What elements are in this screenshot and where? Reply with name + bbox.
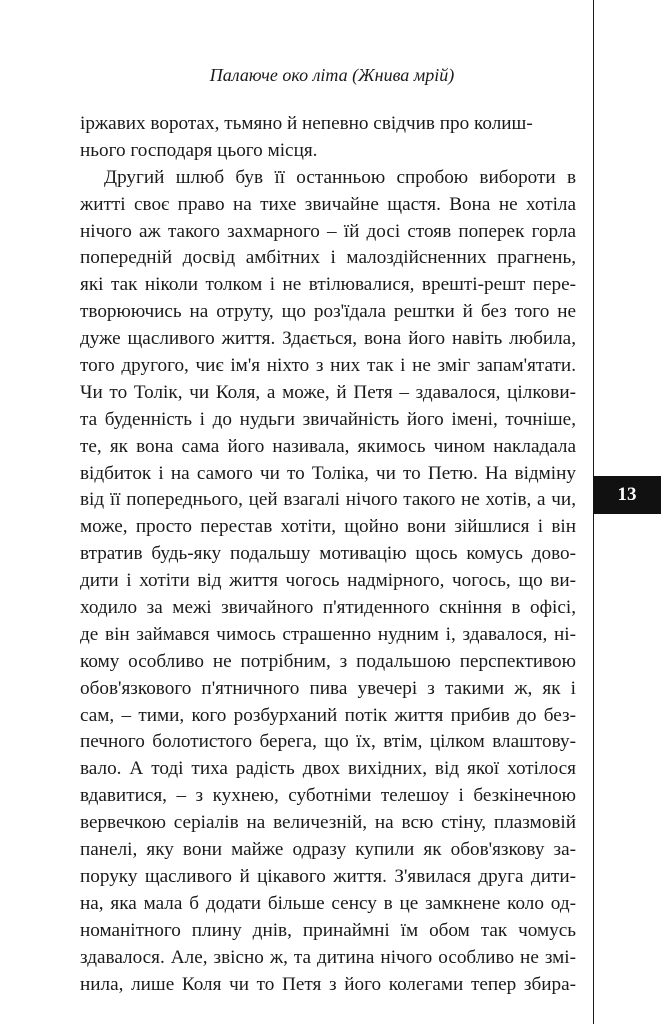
body-text — [80, 111, 576, 998]
text-line: втратив будь-яку подальшу мотивацію щось комусь дово- — [80, 543, 576, 565]
text-line: відбиток і на самого чи то Толіка, чи то Петю. На відміну — [80, 462, 576, 484]
text-line: дити і хотіти від життя чогось надмірного, чогось, що ви- — [80, 570, 576, 592]
text-line: Чи то Толік, чи Коля, а може, й Петя – здавалося, цілкови- — [80, 381, 576, 403]
text-line: нічого аж такого захмарного – їй досі стояв поперек горла — [80, 220, 576, 242]
text-line: те, як вона сама його називала, якимось чином накладала — [80, 435, 576, 457]
text-line: іржавих воротах, тьмяно й непевно свідчив про колиш- — [80, 113, 533, 134]
text-line: де він займався чимось страшенно нудним і, здавалося, ні- — [80, 623, 576, 645]
text-line: на, яка мала б додати більше сенсу в це замкнене коло од- — [80, 892, 576, 914]
text-line: може, просто перестав хотіти, щойно вони зійшлися і він — [80, 516, 576, 538]
text-line: кому особливо не потрібним, з подальшою перспективою — [80, 650, 576, 672]
running-head: Палаюче око літа (Жнива мрій) — [209, 65, 455, 85]
text-line: панелі, яку вони майже одразу купили як обов'язкову за- — [80, 839, 576, 861]
text-line: того другого, чиє ім'я ніхто з них так і не зміг запам'ятати. — [80, 355, 576, 377]
text-line: житті своє право на тихе звичайне щастя. Вона не хотіла — [80, 193, 576, 215]
text-line: вало. А тоді тиха радість двох вихідних, від якої хотілося — [80, 758, 576, 780]
text-line: творюючись на отруту, що роз'їдала рештки й без того не — [80, 301, 576, 323]
text-line: попередній досвід амбітних і малоздійсненних прагнень, — [80, 247, 576, 269]
text-line: обов'язкового п'ятничного пива увечері з такими ж, як і — [80, 677, 576, 699]
text-line: які так ніколи толком і не втілювалися, врешті-решт пере- — [80, 274, 576, 296]
text-line: вервечкою серіалів на величезній, на всю стіну, плазмовій — [80, 812, 576, 834]
text-line: пoруку щасливого й цікавого життя. З'явилася друга дити- — [80, 865, 576, 887]
page-number-tab: 13 — [593, 476, 661, 514]
text-line: нила, лише Коля чи то Петя з його колегами тепер збира- — [80, 973, 576, 995]
text-line: номанітного плину днів, принаймні їм обом так чомусь — [80, 919, 576, 941]
text-line: сам, – тими, кого розбурханий потік життя прибив до без- — [80, 704, 576, 726]
text-line: печного болотистого берега, що їх, втім, цілком влаштову- — [80, 731, 576, 753]
text-line: від її попереднього, цей взагалі нічого такого не хотів, а чи, — [80, 489, 576, 511]
text-line: та буденність і до нудьги звичайність його імені, точніше, — [80, 408, 576, 430]
text-line: Другий шлюб був її останньою спробою вибороти в — [104, 166, 576, 188]
text-line: дуже щасливого життя. Здається, вона його навіть любила, — [80, 328, 576, 350]
text-line: ходило за межі звичайного п'ятиденного скніння в офісі, — [80, 597, 576, 619]
text-line: здавалося. Але, звісно ж, та дитина нічого особливо не змі- — [80, 946, 576, 968]
text-line: вдавитися, – з кухнею, суботніми телешоу і безкінечною — [80, 785, 576, 807]
text-line: нього господаря цього місця. — [80, 139, 318, 161]
